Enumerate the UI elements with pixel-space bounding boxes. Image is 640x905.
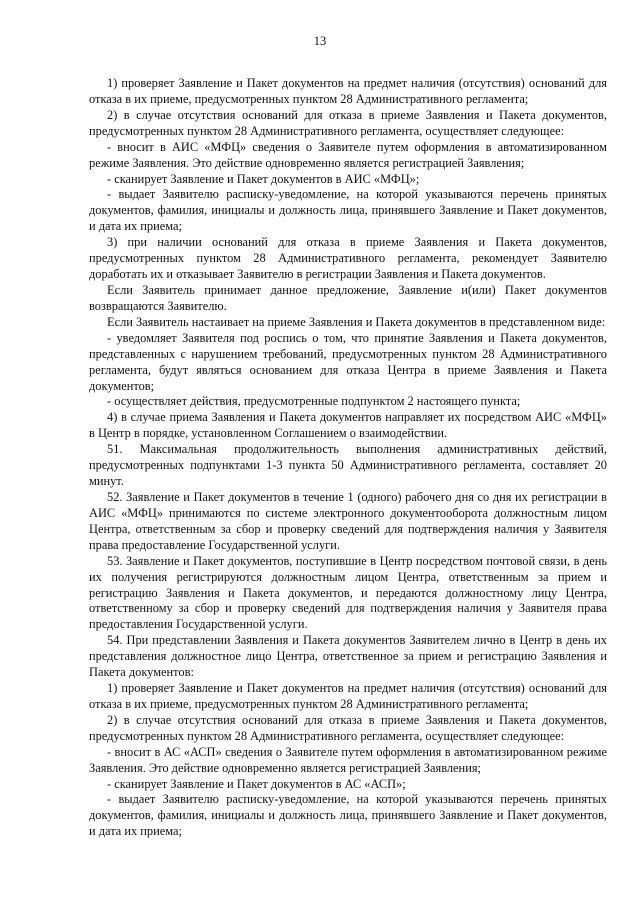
paragraph: 51. Максимальная продолжительность выполнения административных действий, предусмотренных подпунктами 1-3 пункта 50 Административного регламента, составляет 20 минут.	[89, 442, 607, 489]
paragraph: - выдает Заявителю расписку-уведомление, на которой указываются перечень принятых документов, фамилия, инициалы и должность лица, принявшего Заявление и Пакет документов, и дата их приема;	[89, 187, 607, 234]
paragraph: 4) в случае приема Заявления и Пакета документов направляет их посредством АИС «МФЦ» в Центр в порядке, установленном Соглашением о взаимодействии.	[89, 410, 607, 441]
page-number: 13	[313, 34, 327, 48]
paragraph: - осуществляет действия, предусмотренные подпунктом 2 настоящего пункта;	[107, 394, 521, 409]
paragraph: - уведомляет Заявителя под роспись о том, что принятие Заявления и Пакета документов, представленных с нарушением требований, предусмотренных пунктом 28 Административного регламента, будут являться основанием для отказа Центра в приеме Заявления и Пакета документов;	[89, 330, 607, 393]
paragraph: - вносит в АС «АСП» сведения о Заявителе путем оформления в автоматизированном режиме Заявления. Это действие одновременно является регистрацией Заявления;	[89, 744, 607, 775]
paragraph: 52. Заявление и Пакет документов в течение 1 (одного) рабочего дня со дня их регистрации в АИС «МФЦ» принимаются по системе электронного документооборота должностным лицом Центра, ответственным за сбор и проверку сведений для подтверждения наличия у Заявителя права предоставление Государственной услуги.	[89, 489, 607, 552]
paragraph: - вносит в АИС «МФЦ» сведения о Заявителе путем оформления в автоматизированном режиме Заявления. Это действие одновременно является регистрацией Заявления;	[89, 139, 607, 170]
paragraph: 2) в случае отсутствия оснований для отказа в приеме Заявления и Пакета документов, предусмотренных пунктом 28 Административного регламента, осуществляет следующее:	[89, 107, 607, 138]
paragraph: - сканирует Заявление и Пакет документов в АС «АСП»;	[107, 776, 406, 791]
paragraph: 53. Заявление и Пакет документов, поступившие в Центр посредством почтовой связи, в день их получения регистрируются должностным лицом Центра, ответственным за прием и регистрацию Заявления и Пакета документов, и передаются должностному лицу Центра, ответственному за сбор и проверку сведений для подтверждения наличия у Заявителя права предоставления Государственной услуги.	[89, 553, 607, 632]
paragraph: 3) при наличии оснований для отказа в приеме Заявления и Пакета документов, предусмотренных пунктом 28 Административного регламента, рекомендует Заявителю доработать их и отказывает Заявителю в регистрации Заявления и Пакета документов.	[89, 235, 607, 282]
document-body	[89, 76, 607, 840]
paragraph: 1) проверяет Заявление и Пакет документов на предмет наличия (отсутствия) оснований для отказа в их приеме, предусмотренных пунктом 28 Административного регламента;	[89, 681, 607, 711]
paragraph: - сканирует Заявление и Пакет документов в АИС «МФЦ»;	[107, 171, 420, 186]
paragraph: Если Заявитель принимает данное предложение, Заявление и(или) Пакет документов возвращаются Заявителю.	[89, 282, 607, 313]
paragraph: 2) в случае отсутствия оснований для отказа в приеме Заявления и Пакета документов, предусмотренных пунктом 28 Административного регламента, осуществляет следующее:	[89, 712, 607, 743]
paragraph: Если Заявитель настаивает на приеме Заявления и Пакета документов в представленном виде:	[107, 314, 606, 329]
paragraph: 1) проверяет Заявление и Пакет документов на предмет наличия (отсутствия) оснований для отказа в их приеме, предусмотренных пунктом 28 Административного регламента;	[89, 76, 607, 106]
paragraph: 54. При представлении Заявления и Пакета документов Заявителем лично в Центр в день их представления должностное лицо Центра, ответственное за прием и регистрацию Заявления и Пакета документов:	[89, 633, 607, 680]
paragraph: - выдает Заявителю расписку-уведомление, на которой указываются перечень принятых документов, фамилия, инициалы и должность лица, принявшего Заявление и Пакет документов, и дата их приема;	[89, 792, 607, 839]
